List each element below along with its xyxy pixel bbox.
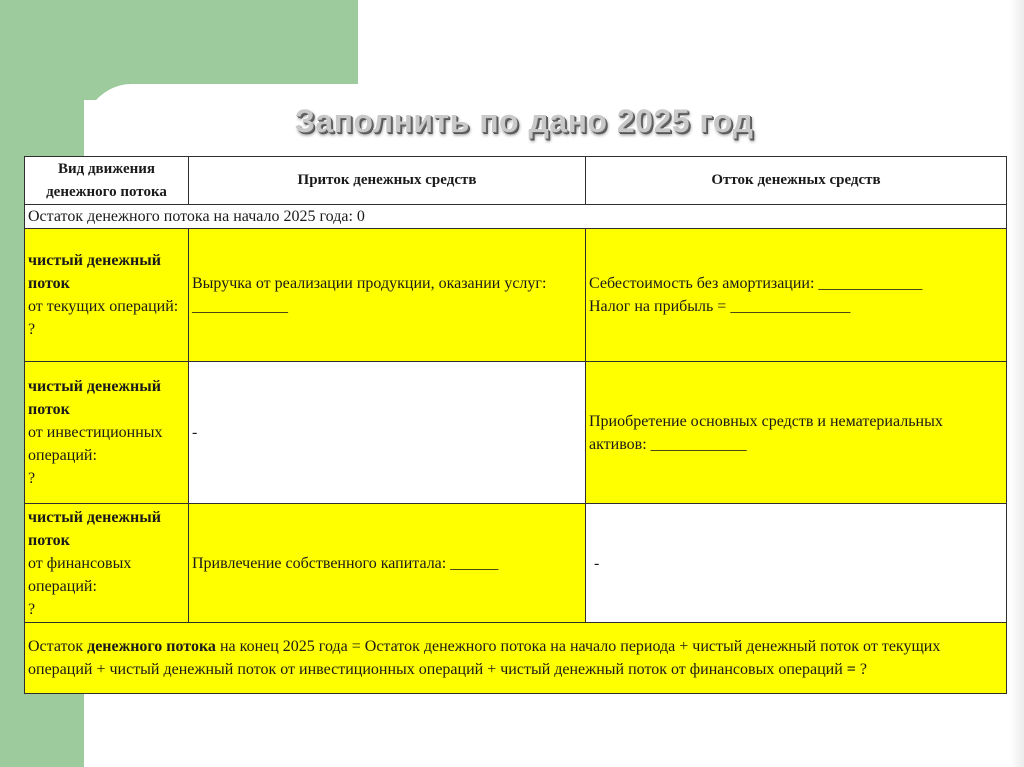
category-question: ? [28, 470, 36, 487]
inflow-cell-investing [189, 362, 586, 504]
category-label: от инвестиционных операций: [28, 424, 163, 464]
category-question: ? [28, 600, 36, 618]
category-cell-operating [25, 229, 189, 362]
category-cell-investing [25, 362, 189, 504]
closing-balance-cell [25, 623, 1007, 694]
table-row [25, 229, 1007, 362]
header-flow-type: Вид движения денежного потока [25, 157, 189, 205]
closing-balance-row [25, 623, 1007, 694]
cash-flow-table [24, 156, 1007, 694]
outflow-text: Налог на прибыль = _______________ [589, 298, 851, 315]
closing-text: Остаток [28, 638, 88, 655]
inflow-text: Выручка от реализации продукции, оказании услуг: ____________ [192, 275, 547, 315]
table-header-row [25, 157, 1007, 205]
outflow-cell-financing [586, 504, 1007, 623]
inflow-cell-operating [189, 229, 586, 362]
table-row [25, 362, 1007, 504]
outflow-text: - [594, 554, 600, 572]
closing-bold-text: денежного потока [87, 638, 216, 655]
header-inflow: Приток денежных средств [189, 157, 586, 205]
outflow-cell-investing [586, 362, 1007, 504]
category-question: ? [28, 321, 36, 338]
closing-text: на конец 2025 года = Остаток денежного потока на начало периода + чистый денежный поток от текущих операций + чистый денежный поток от инвестиционных операций + чистый денежный поток от финансовых операций [28, 638, 941, 678]
outflow-text: Приобретение основных средств и нематериальных активов: ____________ [589, 412, 943, 453]
table-row [25, 504, 1007, 623]
inflow-text: Привлечение собственного капитала: ______ [192, 554, 499, 572]
category-bold-label: чистый денежный поток [28, 508, 161, 549]
header-outflow: Отток денежных средств [586, 157, 1007, 205]
category-bold-label: чистый денежный поток [28, 252, 161, 292]
outflow-cell-operating [586, 229, 1007, 362]
inflow-text: - [192, 424, 198, 441]
closing-bold-equals: = [846, 661, 856, 678]
category-bold-label: чистый денежный поток [28, 378, 161, 418]
category-label: от финансовых операций: [28, 554, 132, 595]
slide-title: Заполнить по дано 2025 год [294, 103, 754, 139]
closing-question: ? [855, 661, 868, 678]
opening-balance-row [25, 205, 1007, 229]
inflow-cell-financing [189, 504, 586, 623]
outflow-text: Себестоимость без амортизации: _____________ [589, 275, 923, 292]
category-label: от текущих операций: [28, 298, 179, 315]
opening-balance-cell: Остаток денежного потока на начало 2025 года: 0 [25, 205, 1007, 229]
category-cell-financing [25, 504, 189, 623]
